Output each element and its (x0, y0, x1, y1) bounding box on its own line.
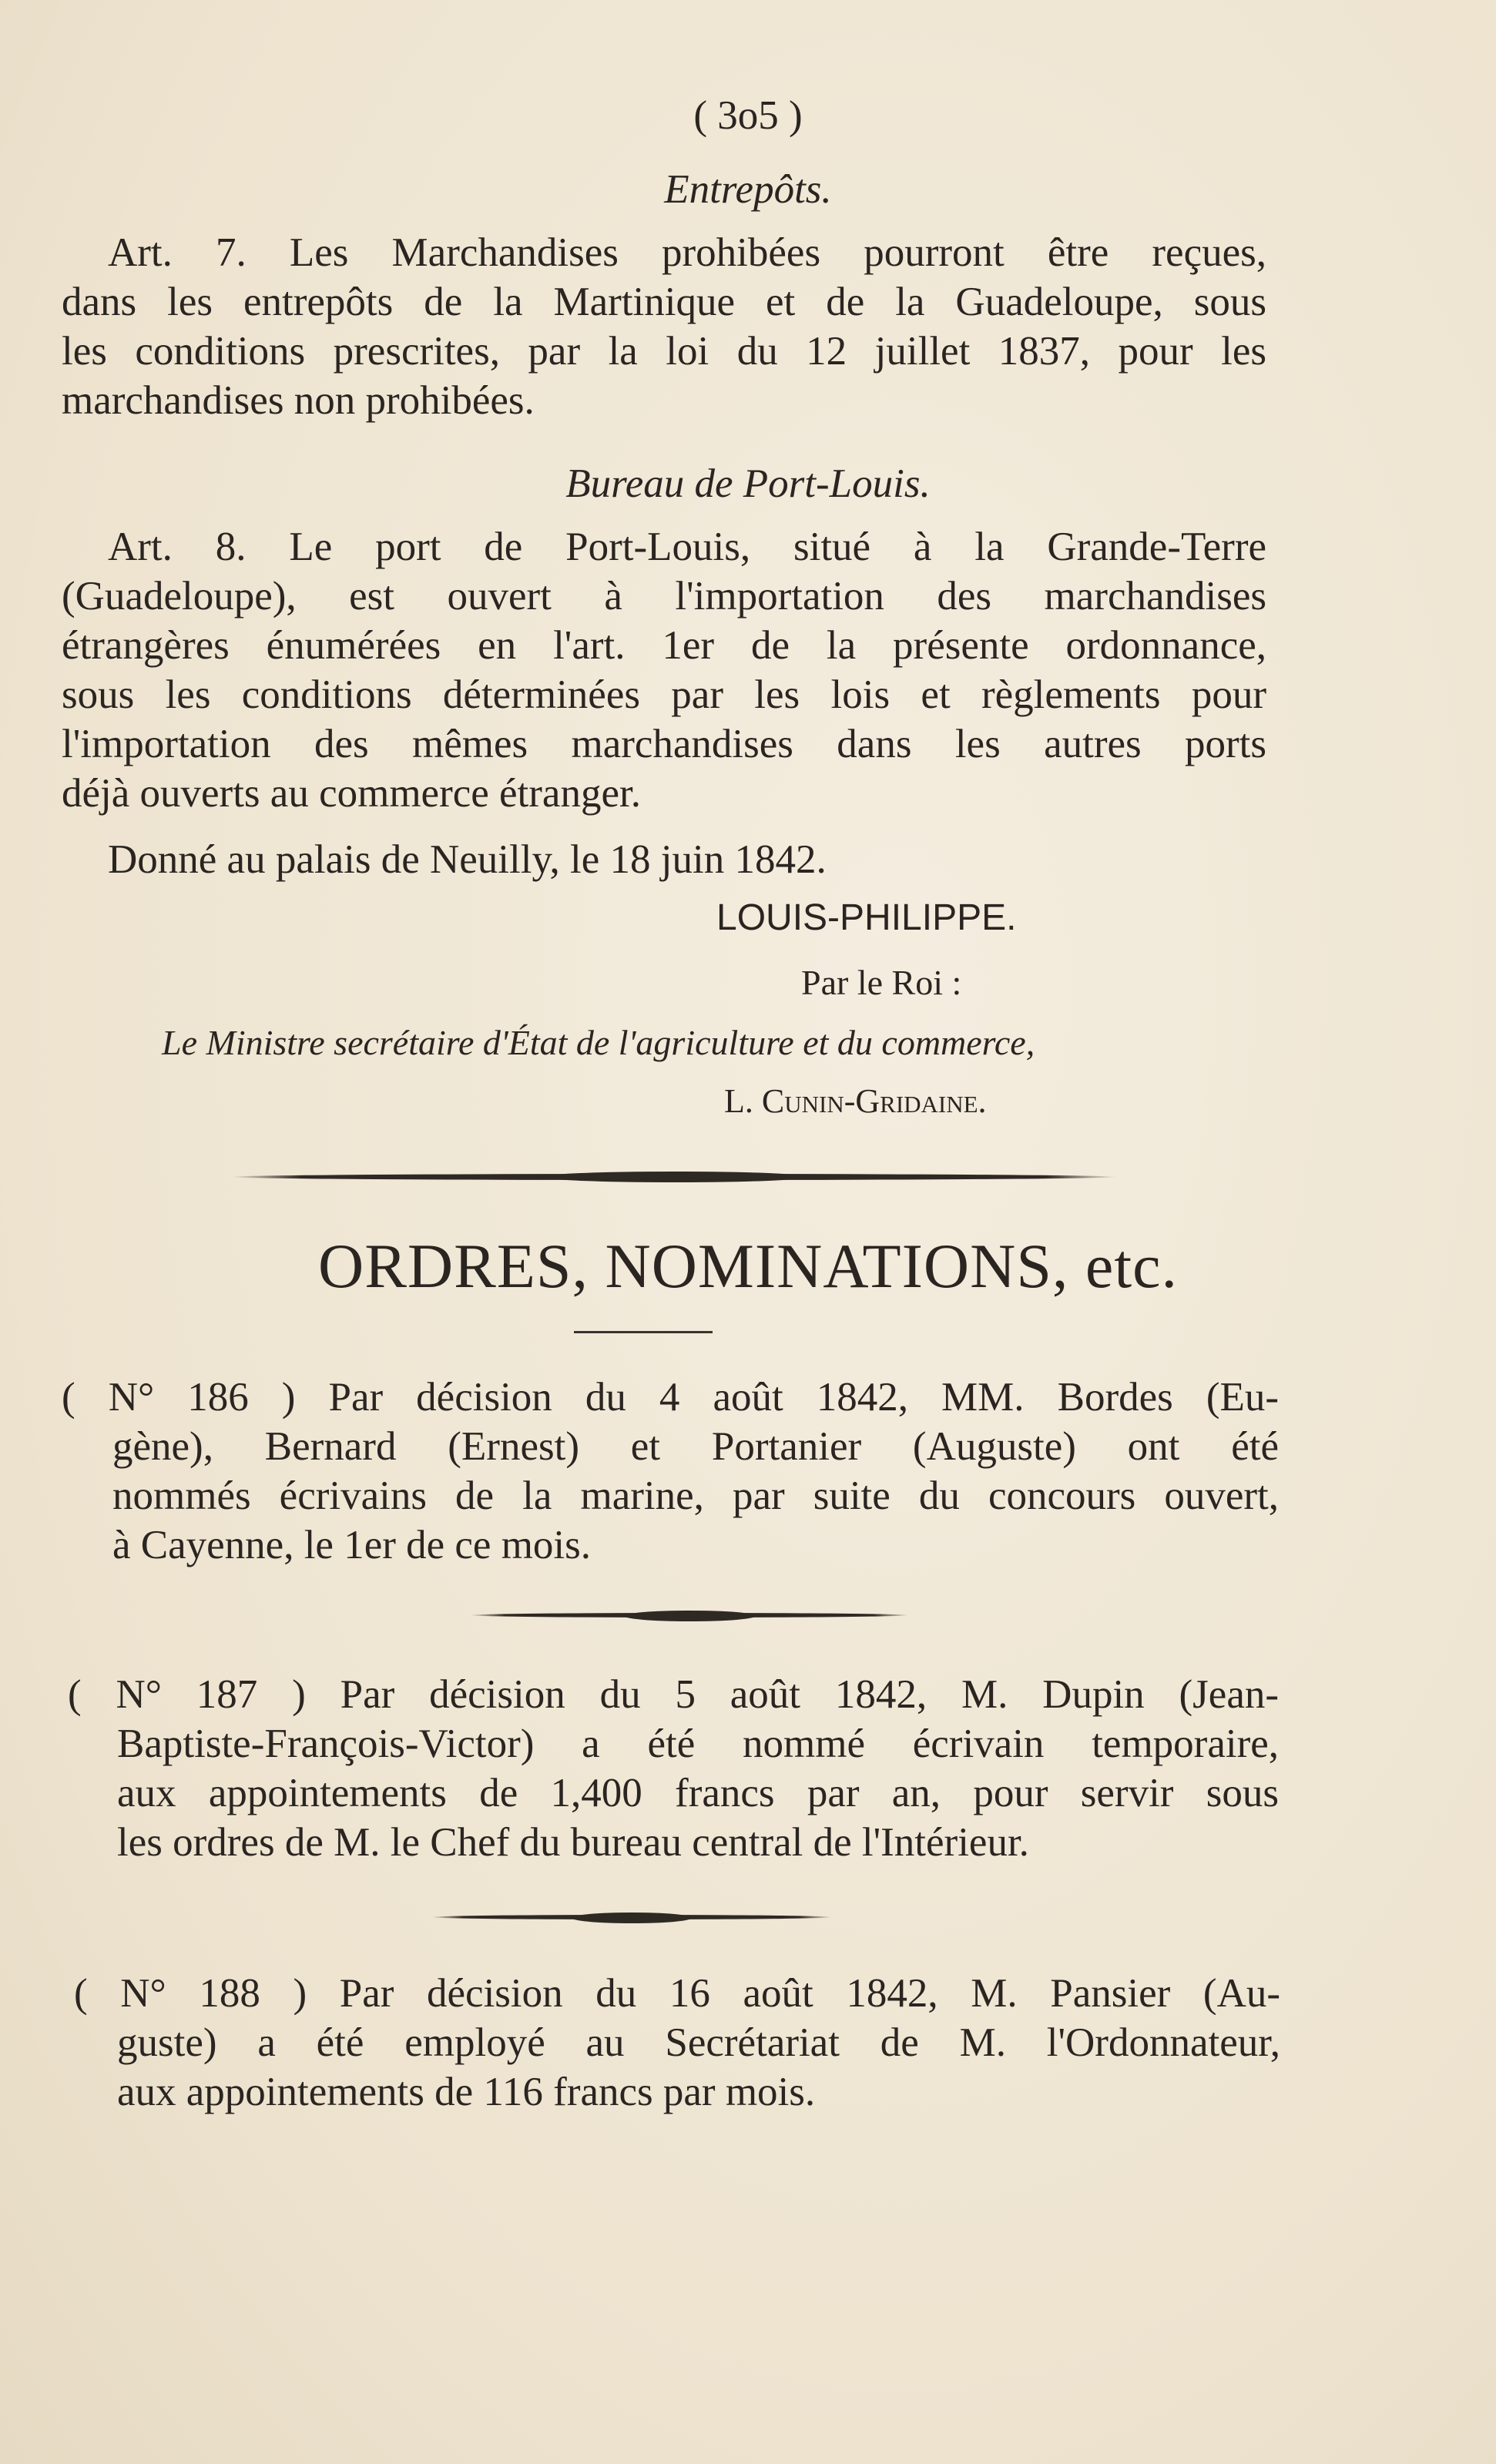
section-divider-ornament (231, 1174, 1117, 1180)
entry-187-line-1: ( N° 187 ) Par décision du 5 août 1842, M. Dupin (Jean- (68, 1672, 1279, 1717)
bureau-line-1: Art. 8. Le port de Port-Louis, situé à la Grande-Terre (108, 525, 1266, 569)
entry-divider-1 (470, 1613, 909, 1618)
minister-title: Le Ministre secrétaire d'État de l'agriculture et du commerce, (162, 1023, 1035, 1062)
entrepots-line-3: les conditions prescrites, par la loi du 12 juillet 1837, pour les (62, 329, 1266, 374)
entry-188-line-3: aux appointements de 116 francs par mois. (117, 2070, 816, 2114)
section-title: ORDRES, NOMINATIONS, etc. (317, 1231, 1179, 1301)
minister-name: L. Cunin-Gridaine. (724, 1082, 987, 1120)
bureau-line-5: l'importation des mêmes marchandises dans les autres ports (62, 722, 1266, 766)
entry-186-line-1: ( N° 186 ) Par décision du 4 août 1842, MM. Bordes (Eu- (62, 1375, 1279, 1420)
entrepots-line-4: marchandises non prohibées. (62, 378, 535, 423)
entry-186-line-3: nommés écrivains de la marine, par suite du concours ouvert, (112, 1473, 1279, 1518)
entrepots-line-1: Art. 7. Les Marchandises prohibées pourront être reçues, (108, 230, 1266, 275)
entry-187-line-3: aux appointements de 1,400 francs par an, pour servir sous (117, 1771, 1279, 1815)
section-title-underline (574, 1331, 713, 1333)
bureau-heading: Bureau de Port-Louis. (565, 461, 931, 506)
page-number: ( 3o5 ) (693, 93, 803, 138)
entry-188-line-1: ( N° 188 ) Par décision du 16 août 1842, M. Pansier (Au- (74, 1971, 1280, 2016)
bureau-line-6: déjà ouverts au commerce étranger. (62, 771, 641, 816)
entry-187-line-2: Baptiste-François-Victor) a été nommé écrivain temporaire, (117, 1721, 1279, 1766)
entrepots-heading: Entrepôts. (664, 167, 832, 212)
par-le-roi: Par le Roi : (801, 963, 962, 1002)
entrepots-line-2: dans les entrepôts de la Martinique et de la Guadeloupe, sous (62, 280, 1266, 324)
entry-188-line-2: guste) a été employé au Secrétariat de M. l'Ordonnateur, (117, 2020, 1280, 2065)
entry-186-line-4: à Cayenne, le 1er de ce mois. (112, 1523, 592, 1567)
bureau-line-4: sous les conditions déterminées par les lois et règlements pour (62, 672, 1266, 717)
entry-divider-2 (431, 1915, 832, 1919)
bureau-line-2: (Guadeloupe), est ouvert à l'importation des marchandises (62, 574, 1266, 619)
king-signature: LOUIS-PHILIPPE. (716, 897, 1017, 938)
entry-187-line-4: les ordres de M. le Chef du bureau central de l'Intérieur. (117, 1820, 1029, 1865)
given-at: Donné au palais de Neuilly, le 18 juin 1842. (108, 837, 827, 882)
bureau-line-3: étrangères énumérées en l'art. 1er de la présente ordonnance, (62, 623, 1266, 668)
entry-186-line-2: gène), Bernard (Ernest) et Portanier (Auguste) ont été (112, 1424, 1279, 1469)
